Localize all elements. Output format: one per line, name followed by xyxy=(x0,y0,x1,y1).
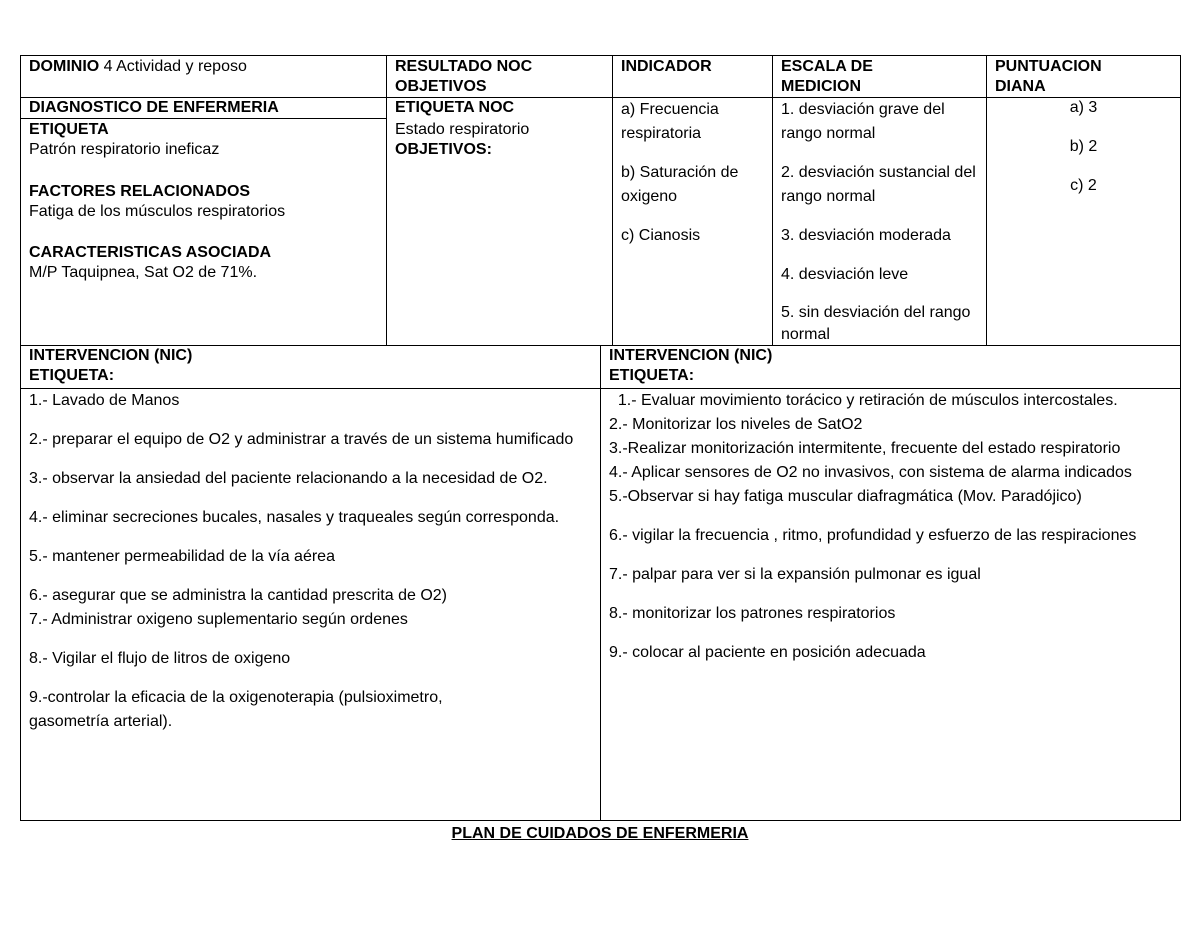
puntuacion-cell xyxy=(987,98,1180,196)
list-item: 7.- palpar para ver si la expansión pulmonar es igual xyxy=(609,566,981,583)
dominio-cell xyxy=(21,57,386,77)
nic-left-list xyxy=(21,389,600,734)
escala-item: 4. desviación leve xyxy=(781,266,909,283)
indicador-header: INDICADOR xyxy=(621,58,712,75)
escala-item: 3. desviación moderada xyxy=(781,227,951,244)
caracteristicas-value: M/P Taquipnea, Sat O2 de 71%. xyxy=(29,264,258,281)
list-item: 2.- Monitorizar los niveles de SatO2 xyxy=(609,416,863,433)
list-item: 2.- preparar el equipo de O2 y administrar a través de un sistema humificado xyxy=(29,431,574,448)
list-item: 5.-Observar si hay fatiga muscular diafragmática (Mov. Paradójico) xyxy=(609,488,1082,505)
list-item: 4.- Aplicar sensores de O2 no invasivos, con sistema de alarma indicados xyxy=(609,464,1132,481)
list-item: 3.-Realizar monitorización intermitente, frecuente del estado respiratorio xyxy=(609,440,1121,457)
indicador-item: c) Cianosis xyxy=(621,227,701,244)
list-item: 6.- asegurar que se administra la cantidad prescrita de O2) xyxy=(29,587,447,604)
list-item: 4.- eliminar secreciones bucales, nasales y traqueales según corresponda. xyxy=(29,509,560,526)
noc-etiqueta-value: Estado respiratorio xyxy=(395,121,530,138)
nic-left-header: INTERVENCION (NIC) ETIQUETA: xyxy=(29,347,193,384)
noc-header: RESULTADO NOC OBJETIVOS xyxy=(395,58,533,95)
dominio-value: 4 Actividad y reposo xyxy=(99,58,247,75)
puntuacion-header: PUNTUACION DIANA xyxy=(995,58,1102,95)
indicador-item: a) Frecuencia respiratoria xyxy=(621,101,719,142)
indicador-cell xyxy=(613,98,772,248)
list-item: 5.- mantener permeabilidad de la vía aérea xyxy=(29,548,335,565)
nic-right-header: INTERVENCION (NIC) ETIQUETA: xyxy=(609,347,773,384)
etiqueta-value: Patrón respiratorio ineficaz xyxy=(29,141,220,158)
noc-etiqueta-label: ETIQUETA NOC xyxy=(395,99,515,116)
puntuacion-item: c) 2 xyxy=(1070,177,1097,194)
noc-cell xyxy=(387,98,612,160)
escala-item: 1. desviación grave del rango normal xyxy=(781,101,945,142)
dominio-label: DOMINIO xyxy=(29,58,100,75)
caracteristicas-label: CARACTERISTICAS ASOCIADA xyxy=(29,244,272,261)
escala-item: 5. sin desviación del rango normal xyxy=(781,304,971,343)
etiqueta-label: ETIQUETA xyxy=(29,121,109,138)
list-item: 3.- observar la ansiedad del paciente relacionando a la necesidad de O2. xyxy=(29,470,548,487)
factores-label: FACTORES RELACIONADOS xyxy=(29,183,251,200)
nic-right-list xyxy=(601,389,1180,665)
diagnostico-cell xyxy=(21,120,386,283)
list-item: 9.-controlar la eficacia de la oxigenoterapia (pulsioximetro, gasometría arterial). xyxy=(29,689,443,730)
list-item: 1.- Lavado de Manos xyxy=(29,392,180,409)
list-item: 1.- Evaluar movimiento torácico y retiración de músculos intercostales. xyxy=(609,392,1118,409)
noc-objetivos-label: OBJETIVOS: xyxy=(395,141,492,158)
escala-header: ESCALA DE MEDICION xyxy=(781,58,873,95)
page-title: PLAN DE CUIDADOS DE ENFERMERIA xyxy=(451,825,749,842)
puntuacion-item: a) 3 xyxy=(1069,99,1098,116)
diagnostico-title: DIAGNOSTICO DE ENFERMERIA xyxy=(29,99,279,116)
list-item: 6.- vigilar la frecuencia , ritmo, profundidad y esfuerzo de las respiraciones xyxy=(609,527,1137,544)
list-item: 8.- Vigilar el flujo de litros de oxigeno xyxy=(29,650,291,667)
escala-cell xyxy=(773,98,986,346)
puntuacion-item: b) 2 xyxy=(1069,138,1098,155)
escala-item: 2. desviación sustancial del rango normal xyxy=(781,164,976,205)
indicador-item: b) Saturación de oxigeno xyxy=(621,164,739,205)
factores-value: Fatiga de los músculos respiratorios xyxy=(29,203,286,220)
list-item: 9.- colocar al paciente en posición adecuada xyxy=(609,644,926,661)
list-item: 8.- monitorizar los patrones respiratorios xyxy=(609,605,896,622)
list-item: 7.- Administrar oxigeno suplementario según ordenes xyxy=(29,611,408,628)
